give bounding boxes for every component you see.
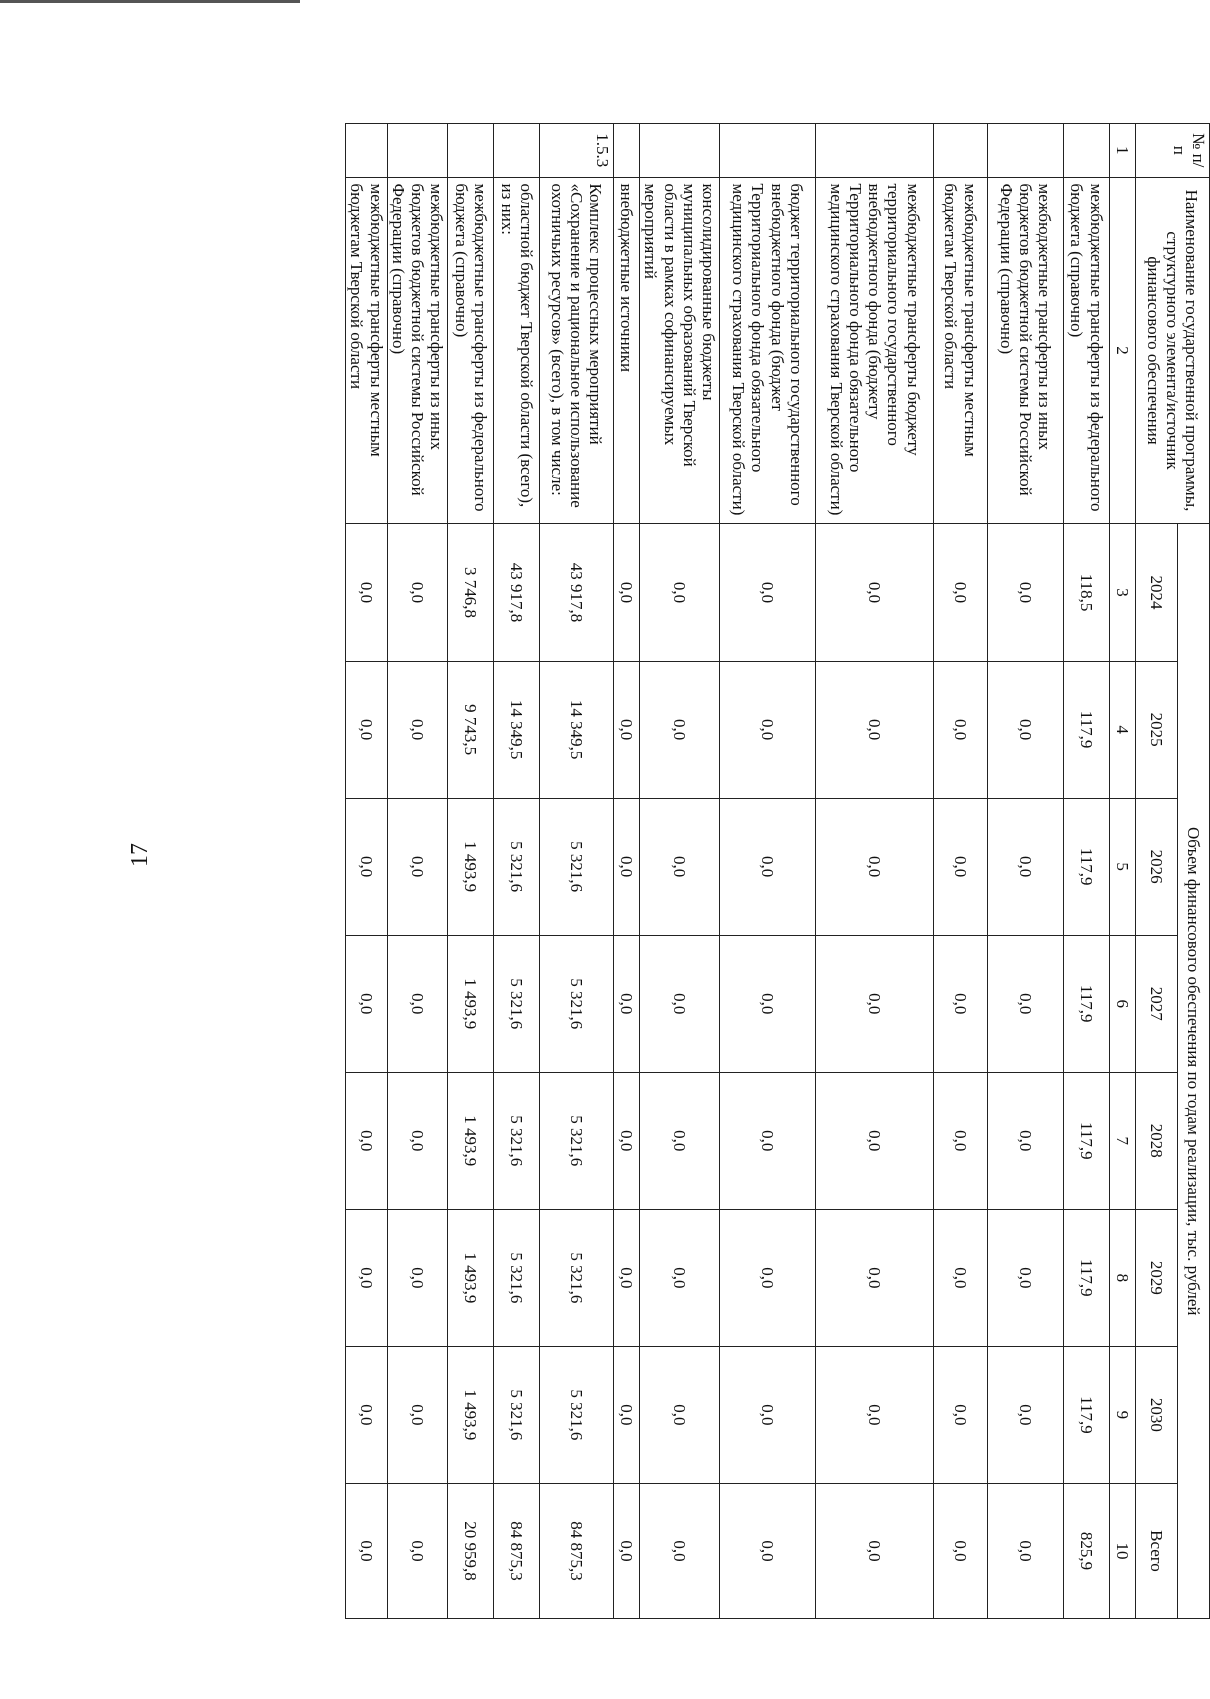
header-year: 2024 <box>1136 524 1178 661</box>
row-year-value: 117,9 <box>1064 661 1110 798</box>
row-year-value: 5 321,6 <box>494 1346 540 1483</box>
row-year-value: 0,0 <box>387 1346 448 1483</box>
row-number <box>1064 124 1110 178</box>
row-year-value: 0,0 <box>640 1209 720 1346</box>
row-year-value: 0,0 <box>720 1209 816 1346</box>
row-year-value: 0,0 <box>988 524 1064 661</box>
row-year-value: 0,0 <box>720 524 816 661</box>
table-row <box>494 124 540 1619</box>
row-year-value: 0,0 <box>988 1346 1064 1483</box>
row-number <box>448 124 494 178</box>
row-year-value: 1 493,9 <box>448 1346 494 1483</box>
row-number <box>494 124 540 178</box>
row-name: бюджет территориального государственного внебюджетного фонда (бюджет Территориального фонда обязательного медицинского страхования Тверской области) <box>720 177 816 524</box>
row-year-value: 0,0 <box>346 935 387 1072</box>
row-year-value: 118,5 <box>1064 524 1110 661</box>
row-year-value: 0,0 <box>816 798 934 935</box>
table-row <box>934 124 988 1619</box>
row-year-value: 1 493,9 <box>448 798 494 935</box>
row-year-value: 0,0 <box>387 524 448 661</box>
row-year-value: 5 321,6 <box>540 935 614 1072</box>
table-row <box>720 124 816 1619</box>
row-year-value: 0,0 <box>934 661 988 798</box>
row-year-value: 0,0 <box>614 1072 640 1209</box>
row-year-value: 0,0 <box>387 1209 448 1346</box>
row-number <box>346 124 387 178</box>
header-year: 2026 <box>1136 798 1178 935</box>
table-row <box>614 124 640 1619</box>
row-number <box>387 124 448 178</box>
row-year-value: 0,0 <box>387 661 448 798</box>
row-year-value: 0,0 <box>387 798 448 935</box>
row-number <box>988 124 1064 178</box>
row-name: межбюджетные трансферты местным бюджетам Тверской области <box>934 177 988 524</box>
row-year-value: 117,9 <box>1064 1209 1110 1346</box>
row-year-value: 5 321,6 <box>494 1072 540 1209</box>
row-year-value: 0,0 <box>988 661 1064 798</box>
col-number: 10 <box>1110 1483 1136 1618</box>
row-name: межбюджетные трансферты из иных бюджетов бюджетной системы Российской Федерации (справочно) <box>988 177 1064 524</box>
row-year-value: 0,0 <box>614 524 640 661</box>
row-year-value: 0,0 <box>614 935 640 1072</box>
row-year-value: 0,0 <box>988 935 1064 1072</box>
row-number <box>720 124 816 178</box>
row-year-value: 0,0 <box>640 524 720 661</box>
row-total-value: 0,0 <box>934 1483 988 1618</box>
row-year-value: 0,0 <box>816 1209 934 1346</box>
row-year-value: 117,9 <box>1064 1346 1110 1483</box>
row-year-value: 0,0 <box>614 1346 640 1483</box>
col-number: 3 <box>1110 524 1136 661</box>
row-year-value: 0,0 <box>346 1209 387 1346</box>
row-name: межбюджетные трансферты бюджету территориального государственного внебюджетного фонда (бюджету Территориального фонда обязательного медицинского страхования Тверской области) <box>816 177 934 524</box>
table-row <box>387 124 448 1619</box>
row-year-value: 0,0 <box>934 1346 988 1483</box>
row-year-value: 1 493,9 <box>448 1072 494 1209</box>
row-year-value: 1 493,9 <box>448 1209 494 1346</box>
row-year-value: 0,0 <box>988 1209 1064 1346</box>
row-year-value: 0,0 <box>934 1072 988 1209</box>
row-year-value: 0,0 <box>720 798 816 935</box>
header-year: 2029 <box>1136 1209 1178 1346</box>
row-year-value: 0,0 <box>816 1072 934 1209</box>
col-number: 9 <box>1110 1346 1136 1483</box>
table-row <box>346 124 387 1619</box>
row-year-value: 0,0 <box>387 1072 448 1209</box>
row-year-value: 0,0 <box>640 1072 720 1209</box>
row-year-value: 0,0 <box>614 798 640 935</box>
rotated-page-content <box>176 123 1210 1619</box>
row-name: межбюджетные трансферты местным бюджетам Тверской области <box>346 177 387 524</box>
row-year-value: 0,0 <box>988 1072 1064 1209</box>
col-number: 4 <box>1110 661 1136 798</box>
row-year-value: 0,0 <box>640 935 720 1072</box>
row-number <box>640 124 720 178</box>
row-total-value: 0,0 <box>640 1483 720 1618</box>
row-year-value: 5 321,6 <box>540 1072 614 1209</box>
row-number <box>614 124 640 178</box>
row-year-value: 0,0 <box>346 661 387 798</box>
table-row <box>1064 124 1110 1619</box>
row-year-value: 0,0 <box>640 1346 720 1483</box>
row-year-value: 0,0 <box>614 661 640 798</box>
row-year-value: 0,0 <box>640 661 720 798</box>
row-year-value: 0,0 <box>816 1346 934 1483</box>
row-year-value: 0,0 <box>934 798 988 935</box>
row-year-value: 0,0 <box>387 935 448 1072</box>
row-year-value: 0,0 <box>816 935 934 1072</box>
row-name: межбюджетные трансферты из федерального бюджета (справочно) <box>1064 177 1110 524</box>
col-number: 2 <box>1110 177 1136 524</box>
table-row <box>448 124 494 1619</box>
row-name: внебюджетные источники <box>614 177 640 524</box>
row-year-value: 0,0 <box>720 935 816 1072</box>
row-year-value: 5 321,6 <box>540 1209 614 1346</box>
row-total-value: 0,0 <box>387 1483 448 1618</box>
row-year-value: 117,9 <box>1064 798 1110 935</box>
table-row <box>816 124 934 1619</box>
row-year-value: 0,0 <box>934 935 988 1072</box>
row-year-value: 43 917,8 <box>494 524 540 661</box>
row-name: межбюджетные трансферты из иных бюджетов бюджетной системы Российской Федерации (справочно) <box>387 177 448 524</box>
header-year: 2027 <box>1136 935 1178 1072</box>
row-year-value: 0,0 <box>720 1346 816 1483</box>
col-number: 7 <box>1110 1072 1136 1209</box>
row-year-value: 0,0 <box>614 1209 640 1346</box>
row-total-value: 0,0 <box>816 1483 934 1618</box>
row-total-value: 825,9 <box>1064 1483 1110 1618</box>
row-year-value: 0,0 <box>934 1209 988 1346</box>
row-total-value: 0,0 <box>346 1483 387 1618</box>
table-row <box>640 124 720 1619</box>
row-year-value: 0,0 <box>346 1346 387 1483</box>
header-year: 2030 <box>1136 1346 1178 1483</box>
scan-top-rule <box>0 0 300 3</box>
row-year-value: 0,0 <box>640 798 720 935</box>
row-total-value: 0,0 <box>720 1483 816 1618</box>
row-year-value: 0,0 <box>346 1072 387 1209</box>
row-year-value: 0,0 <box>934 524 988 661</box>
row-year-value: 1 493,9 <box>448 935 494 1072</box>
row-year-value: 0,0 <box>816 661 934 798</box>
financing-table <box>345 123 1210 1619</box>
col-number: 5 <box>1110 798 1136 935</box>
col-number: 1 <box>1110 124 1136 178</box>
page-number: 17 <box>127 843 153 867</box>
row-total-value: 84 875,3 <box>540 1483 614 1618</box>
row-year-value: 43 917,8 <box>540 524 614 661</box>
row-year-value: 5 321,6 <box>494 935 540 1072</box>
row-year-value: 0,0 <box>346 798 387 935</box>
col-number: 6 <box>1110 935 1136 1072</box>
row-year-value: 0,0 <box>816 524 934 661</box>
row-year-value: 9 743,5 <box>448 661 494 798</box>
column-numbers-row <box>1110 124 1136 1619</box>
row-year-value: 14 349,5 <box>540 661 614 798</box>
table-row <box>540 124 614 1619</box>
row-year-value: 0,0 <box>988 798 1064 935</box>
header-volume: Объем финансового обеспечения по годам реализации, тыс. рублей <box>1178 524 1210 1619</box>
row-year-value: 5 321,6 <box>540 798 614 935</box>
row-year-value: 14 349,5 <box>494 661 540 798</box>
row-year-value: 117,9 <box>1064 1072 1110 1209</box>
row-number <box>934 124 988 178</box>
col-number: 8 <box>1110 1209 1136 1346</box>
row-total-value: 0,0 <box>614 1483 640 1618</box>
row-name: областной бюджет Тверской области (всего), из них: <box>494 177 540 524</box>
row-year-value: 5 321,6 <box>494 1209 540 1346</box>
row-total-value: 0,0 <box>988 1483 1064 1618</box>
row-name: Комплекс процессных мероприятий «Сохранение и рациональное использование охотничьих ресурсов» (всего), в том числе: <box>540 177 614 524</box>
row-name: консолидированные бюджеты муниципальных образований Тверской области в рамках софинансируемых мероприятий <box>640 177 720 524</box>
row-total-value: 84 875,3 <box>494 1483 540 1618</box>
row-number <box>816 124 934 178</box>
row-year-value: 3 746,8 <box>448 524 494 661</box>
header-year: 2028 <box>1136 1072 1178 1209</box>
header-name: Наименование государственной программы, структурного элемента/источник финансового обеспечения <box>1136 177 1210 524</box>
header-year: 2025 <box>1136 661 1178 798</box>
row-year-value: 0,0 <box>720 1072 816 1209</box>
row-number: 1.5.3 <box>540 124 614 178</box>
header-total: Всего <box>1136 1483 1178 1618</box>
header-num: № п/п <box>1136 124 1210 178</box>
row-total-value: 20 959,8 <box>448 1483 494 1618</box>
row-year-value: 5 321,6 <box>540 1346 614 1483</box>
row-name: межбюджетные трансферты из федерального бюджета (справочно) <box>448 177 494 524</box>
table-body <box>346 124 1110 1619</box>
row-year-value: 0,0 <box>346 524 387 661</box>
row-year-value: 5 321,6 <box>494 798 540 935</box>
table-row <box>988 124 1064 1619</box>
row-year-value: 0,0 <box>720 661 816 798</box>
row-year-value: 117,9 <box>1064 935 1110 1072</box>
